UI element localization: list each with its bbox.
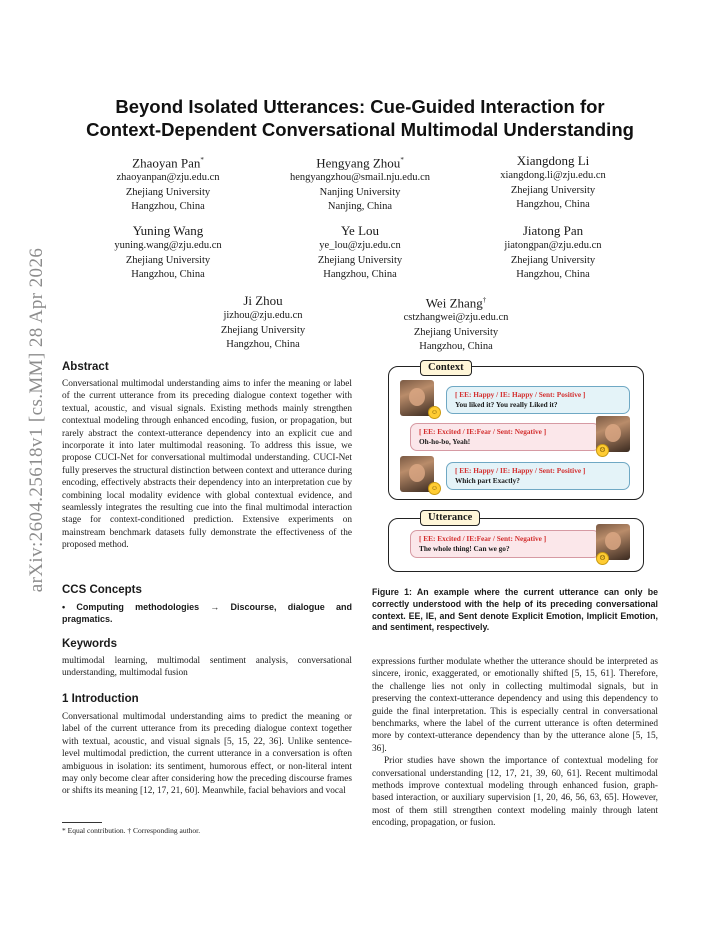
author-name: Xiangdong Li — [516, 153, 590, 168]
author-email: ye_lou@zju.edu.cn — [319, 240, 401, 251]
author-location: Hangzhou, China — [131, 201, 205, 213]
fearful-emoji-icon: ☹ — [596, 444, 609, 457]
author-email: jizhou@zju.edu.cn — [223, 310, 303, 321]
footnote — [62, 822, 352, 835]
author-email: yuning.wang@zju.edu.cn — [114, 240, 222, 251]
figure-1 — [386, 358, 646, 578]
title-line-2: Context-Dependent Conversational Multimodal Understanding — [86, 119, 634, 140]
author-block — [163, 292, 363, 353]
introduction-text-left: Conversational multimodal understanding aims to predict the meaning or label of the current utterance from its preceding dialogue context together with textual, acoustic, and visual signals [5, 15, 22, 36]. Unlike sentence-level multimodal prediction, the current utterance in a conversation is often ambiguous in isolation: its sentiment, humorous effect, or non-literal intent may only become clear after considering how the preceding discourse frames or shifts its meaning [12, 17, 21, 60]. Meanwhile, facial behaviors and vocal — [62, 712, 352, 797]
author-email: zhaoyanpan@zju.edu.cn — [116, 172, 220, 184]
introduction-heading: 1 Introduction — [62, 693, 139, 705]
speech-bubble — [410, 423, 600, 451]
bubble-tag: [ EE: Excited / IE:Fear / Sent: Negative ] — [419, 427, 547, 436]
bubble-text: You liked it? You really Liked it? — [455, 400, 558, 409]
author-location: Hangzhou, China — [226, 339, 300, 350]
author-block — [68, 222, 268, 283]
fearful-emoji-icon: ☹ — [596, 552, 609, 565]
ccs-text: • Computing methodologies → Discourse, dialogue and pragmatics. — [62, 602, 352, 625]
arxiv-id: arXiv:2604.25618v1 [cs.MM] 28 Apr 2026 — [26, 247, 47, 593]
author-block — [68, 152, 268, 215]
author-block — [453, 152, 653, 213]
intro-paragraph: expressions further modulate whether the utterance should be interpreted as sincere, ironic, exaggerated, or emotionally shifted [5, 15, 61]. Therefore, the challenge lies not only in collecting multimodal signals, but in preserving the context-utterance dependency and using this dependency to guide the final interpretation. This is especially central in conversational benchmarks, where the label of the current utterance is often determined more by context-utterance dependency than by the utterance alone [5, 15, 36]. — [372, 657, 658, 754]
introduction-text-right — [372, 656, 658, 830]
bubble-tag: [ EE: Happy / IE: Happy / Sent: Positive ] — [455, 390, 586, 399]
keywords-heading: Keywords — [62, 638, 117, 650]
author-location: Hangzhou, China — [323, 269, 397, 280]
author-location: Hangzhou, China — [516, 269, 590, 280]
author-name: Ye Lou — [340, 223, 380, 238]
author-mark: * — [200, 156, 204, 164]
author-email: cstzhangwei@zju.edu.cn — [403, 312, 509, 324]
author-name: Hengyang Zhou — [316, 155, 401, 171]
author-block — [260, 152, 460, 215]
speech-bubble — [446, 386, 630, 414]
bubble-tag: [ EE: Happy / IE: Happy / Sent: Positive ] — [455, 466, 586, 475]
author-location: Hangzhou, China — [516, 199, 590, 210]
author-affiliation: Zhejiang University — [317, 254, 403, 266]
figure-caption: Figure 1: An example where the current utterance can only be correctly understood with the help of its preceding conversational context. EE, IE, and Sent denote Explicit Emotion, Implicit Emotion, and sentiment, respectively. — [372, 587, 658, 633]
bubble-text: The whole thing! Can we go? — [419, 544, 510, 553]
author-affiliation: Zhejiang University — [125, 186, 211, 198]
ccs-heading: CCS Concepts — [62, 584, 142, 596]
speech-bubble — [410, 530, 600, 558]
speech-bubble — [446, 462, 630, 490]
author-mark: * — [400, 156, 404, 164]
author-affiliation: Zhejiang University — [510, 254, 596, 266]
bubble-tag: [ EE: Excited / IE:Fear / Sent: Negative ] — [419, 534, 547, 543]
author-block — [453, 222, 653, 283]
author-name: Ji Zhou — [243, 293, 283, 308]
author-affiliation: Nanjing University — [319, 186, 401, 198]
author-block — [356, 292, 556, 355]
keywords-text: multimodal learning, multimodal sentiment analysis, conversational understanding, multimodal fusion — [62, 656, 352, 679]
author-name: Yuning Wang — [132, 223, 204, 238]
author-email: hengyangzhou@smail.nju.edu.cn — [289, 172, 430, 184]
author-name: Zhaoyan Pan — [132, 155, 201, 171]
author-affiliation: Zhejiang University — [413, 326, 499, 338]
utterance-label: Utterance — [420, 510, 480, 526]
footnote-rule — [62, 822, 102, 823]
author-affiliation: Zhejiang University — [125, 254, 211, 266]
author-name: Wei Zhang — [425, 295, 483, 311]
author-location: Hangzhou, China — [419, 341, 493, 353]
bubble-text: Which part Exactly? — [455, 476, 520, 485]
happy-emoji-icon: ☺ — [428, 482, 441, 495]
author-affiliation: Zhejiang University — [510, 184, 596, 196]
author-email: jiatongpan@zju.edu.cn — [504, 240, 602, 251]
author-affiliation: Zhejiang University — [220, 324, 306, 336]
happy-emoji-icon: ☺ — [428, 406, 441, 419]
context-label: Context — [420, 360, 472, 376]
intro-paragraph: Prior studies have shown the importance of contextual modeling for conversational understanding [12, 17, 21, 39, 60, 61]. Recent multimodal methods improve contextual modeling through enhanced fusion, graph-based interaction, or auxiliary supervision [1, 20, 46, 56, 63, 65]. However, most of them still strengthen context modeling mainly through latent encoding, propagation, or fusion. — [372, 756, 658, 829]
paper-title — [62, 95, 658, 141]
author-block — [260, 222, 460, 283]
author-mark: † — [482, 296, 487, 304]
abstract-heading: Abstract — [62, 361, 109, 373]
arxiv-sidebar-stamp — [22, 160, 52, 680]
author-location: Nanjing, China — [327, 201, 393, 213]
footnote-text: * Equal contribution. † Corresponding author. — [62, 826, 201, 835]
title-line-1: Beyond Isolated Utterances: Cue-Guided Interaction for — [115, 96, 605, 117]
bubble-text: Oh-ho-bo, Yeah! — [419, 437, 471, 446]
author-location: Hangzhou, China — [131, 269, 205, 280]
author-name: Jiatong Pan — [522, 223, 584, 238]
abstract-text: Conversational multimodal understanding aims to infer the meaning or label of the current utterance from its preceding dialogue context together with textual, acoustic, and visual signals. Existing methods mainly strengthen contextual modeling through enhanced encoding, fusion, or propagation, but rarely abstract the context-utterance dependency into an explicit cue and incorporate it into later multimodal reasoning. To address this issue, we propose CUCI-Net for conversational multimodal understanding. CUCI-Net fully preserves the structural distinction between context and utterance during encoding, effectively abstracts their dependency into an interpretation cue by combining local modality evidence with global contextual evidence, and seamlessly integrates the resulting cue into the final multimodal interaction stage for context-conditioned prediction. Extensive experiments on mainstream benchmark datasets fully demonstrate the effectiveness of the proposed method. — [62, 379, 352, 551]
author-email: xiangdong.li@zju.edu.cn — [500, 170, 606, 181]
